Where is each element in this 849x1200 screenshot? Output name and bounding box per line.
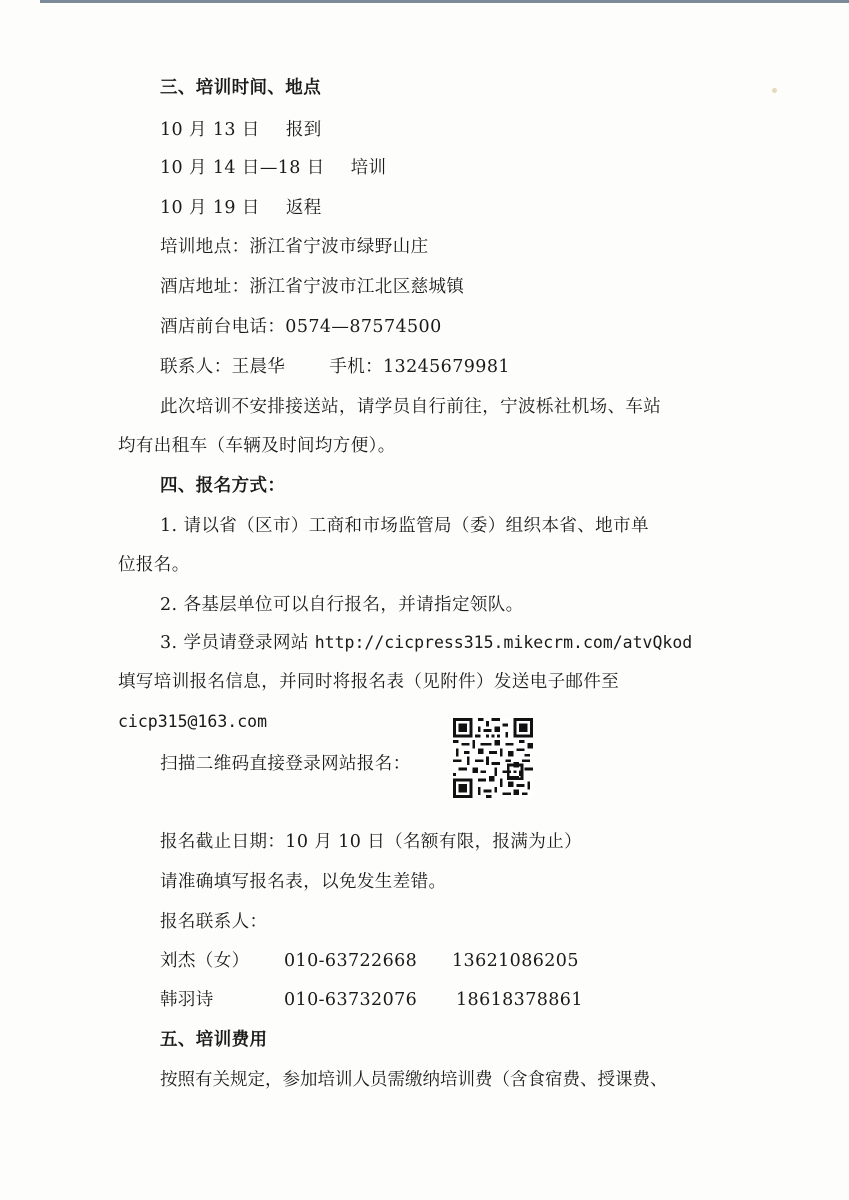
return-date: 10 月 19 日 [160, 198, 260, 218]
item3-line-2: 填写培训报名信息，并同时将报名表（见附件）发送电子邮件至 [118, 672, 620, 692]
training-row [160, 156, 386, 180]
contact-1-phone: 010-63722668 [284, 951, 418, 971]
scan-speck [772, 88, 777, 93]
hotel-address: 酒店地址：浙江省宁波市江北区慈城镇 [160, 277, 465, 297]
training-date: 10 月 14 日—18 日 [160, 158, 325, 178]
contact-name: 联系人：王晨华 [160, 357, 286, 377]
scan-top-edge [40, 0, 849, 3]
contact-1-mobile: 13621086205 [452, 951, 579, 971]
item2: 2. 各基层单位可以自行报名，并请指定领队。 [160, 595, 524, 615]
contact-1-name: 刘杰（女） [160, 951, 250, 971]
contact-2-mobile: 18618378861 [456, 990, 583, 1010]
contact-2-name: 韩羽诗 [160, 990, 214, 1010]
checkin-label: 报到 [285, 120, 322, 140]
contact-row [160, 355, 510, 379]
item3-line-1 [160, 631, 692, 655]
deadline: 报名截止日期：10 月 10 日（名额有限，报满为止） [160, 832, 583, 852]
accuracy-note: 请准确填写报名表，以免发生差错。 [160, 872, 447, 892]
checkin-row [160, 118, 322, 142]
checkin-date: 10 月 13 日 [160, 120, 260, 140]
contacts-label: 报名联系人： [160, 912, 268, 932]
qr-caption: 扫描二维码直接登录网站报名： [160, 754, 411, 774]
contact-mobile: 手机：13245679981 [329, 357, 510, 377]
return-label: 返程 [285, 198, 322, 218]
qr-code-icon[interactable] [453, 718, 533, 798]
section4-heading: 四、报名方式： [160, 476, 286, 496]
section3-heading: 三、培训时间、地点 [160, 78, 322, 98]
item1-line-2: 位报名。 [118, 555, 190, 575]
section5-heading: 五、培训费用 [160, 1030, 268, 1050]
fee-line-1: 按照有关规定，参加培训人员需缴纳培训费（含食宿费、授课费、 [160, 1070, 668, 1090]
contact-row-2 [160, 988, 583, 1012]
item3-prefix: 3. 学员请登录网站 [160, 633, 315, 653]
email-link[interactable]: cicp315@163.com [118, 712, 268, 731]
training-label: 培训 [350, 158, 387, 178]
venue: 培训地点：浙江省宁波市绿野山庄 [160, 237, 429, 257]
transport-line-2: 均有出租车（车辆及时间均方便）。 [118, 436, 396, 456]
item1-line-1: 1. 请以省（区市）工商和市场监管局（委）组织本省、地市单 [160, 516, 649, 536]
contact-row-1 [160, 949, 579, 973]
contact-2-phone: 010-63732076 [284, 990, 418, 1010]
registration-url-link[interactable]: http://cicpress315.mikecrm.com/atvQkod [314, 633, 693, 652]
transport-line-1: 此次培训不安排接送站，请学员自行前往，宁波栎社机场、车站 [160, 397, 662, 417]
return-row [160, 196, 322, 220]
hotel-phone: 酒店前台电话：0574—87574500 [160, 317, 442, 337]
